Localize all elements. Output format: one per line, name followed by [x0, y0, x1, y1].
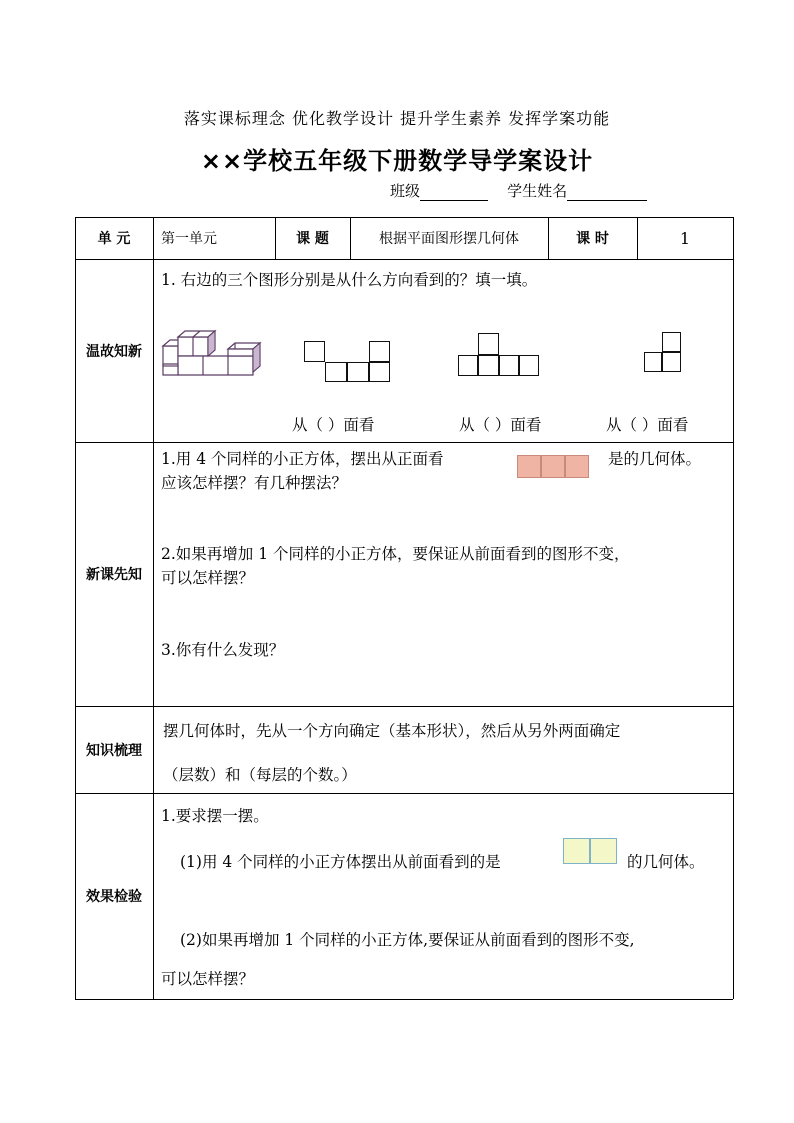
- check-q1b-line1: (2)如果再增加 1 个同样的小正方体,要保证从前面看到的图形不变,: [180, 931, 635, 949]
- topic-value: 根据平面图形摆几何体: [379, 231, 519, 247]
- unit-label: 单 元: [97, 231, 131, 247]
- cube-solid-figure: [160, 328, 270, 378]
- check-q1a-part1: (1)用 4 个同样的小正方体摆出从前面看到的是: [180, 853, 501, 871]
- preview-q2-line2: 可以怎样摆？: [161, 569, 255, 587]
- class-name-line: [390, 180, 647, 201]
- preview-q1-part2: 是的几何体。: [608, 450, 702, 468]
- summary-label: 知识梳理: [86, 742, 142, 759]
- check-label: 效果检验: [86, 889, 142, 905]
- review-label: 温故知新: [86, 343, 142, 360]
- preview-label: 新课先知: [86, 567, 142, 583]
- view-answer-2[interactable]: 从（ ）面看: [459, 416, 542, 434]
- check-q1a-part2: 的几何体。: [627, 853, 705, 871]
- preview-q2-line1: 2.如果再增加 1 个同样的小正方体，要保证从前面看到的图形不变，: [161, 545, 630, 563]
- topic-label: 课 题: [296, 231, 329, 247]
- class-label: 班级: [390, 182, 421, 200]
- period-value: 1: [679, 228, 691, 248]
- summary-line1: 摆几何体时，先从一个方向确定（基本形状），然后从另外两面确定: [163, 722, 621, 740]
- unit-value: 第一单元: [161, 231, 217, 247]
- header-motto: 落实课标理念 优化教学设计 提升学生素养 发挥学案功能: [183, 109, 611, 128]
- view-answer-1[interactable]: 从（ ）面看: [292, 416, 375, 434]
- preview-q1-part1: 1.用 4 个同样的小正方体，摆出从正面看: [161, 450, 444, 468]
- review-question: 1. 右边的三个图形分别是从什么方向看到的？填一填。: [161, 271, 538, 289]
- student-name-label: 学生姓名: [507, 182, 568, 200]
- summary-line2: （层数）和（每层的个数。）: [163, 766, 357, 784]
- check-q1b-line2: 可以怎样摆？: [161, 970, 255, 988]
- period-label: 课 时: [576, 231, 609, 247]
- preview-q3: 3.你有什么发现？: [161, 641, 285, 659]
- view-answer-3[interactable]: 从（ ）面看: [606, 416, 689, 434]
- class-blank[interactable]: [420, 184, 488, 201]
- student-name-blank[interactable]: [567, 184, 647, 201]
- preview-q1-line2: 应该怎样摆？有几种摆法？: [161, 474, 348, 492]
- page-title: ××学校五年级下册数学导学案设计: [200, 147, 594, 175]
- check-q1: 1.要求摆一摆。: [161, 807, 269, 825]
